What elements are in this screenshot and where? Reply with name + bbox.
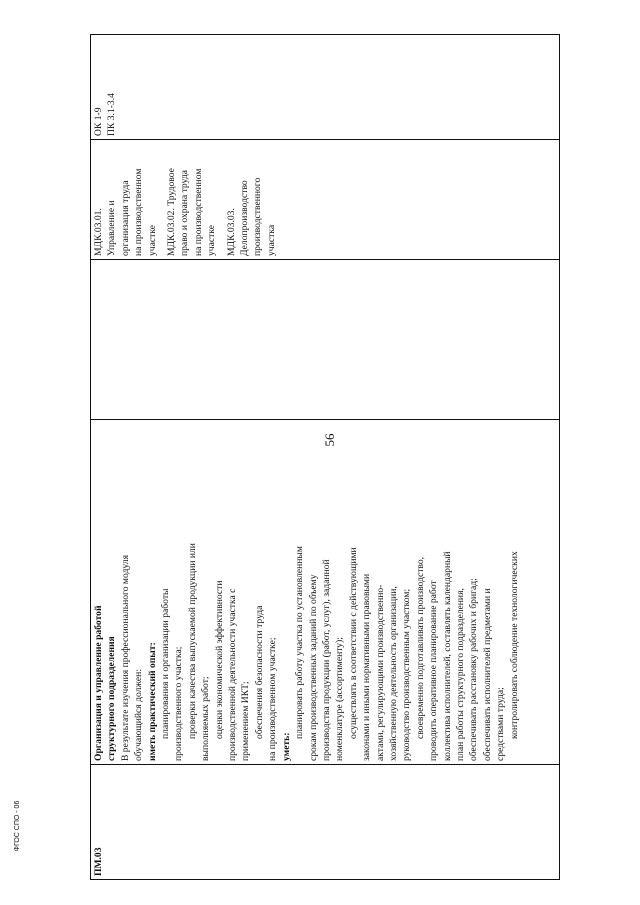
practice-line: проверки качества выпускаемой продукции или [186, 543, 198, 739]
practice-line: производственной деятельности участка с [227, 588, 239, 761]
skills-line: план работы структурного подразделения, [454, 588, 466, 761]
module-content-cell [91, 420, 560, 765]
skills-line: контролировать соблюдение технологических [508, 551, 520, 739]
practice-line: применением ИКТ; [240, 681, 252, 761]
skills-line: законами и иными нормативными правовыми [361, 573, 373, 761]
practice-line: обеспечения безопасности труда [253, 605, 265, 739]
skills-line: средствами труда; [495, 687, 507, 761]
mdk-line: Делопроизводство [239, 180, 251, 256]
skills-line: обеспечивать расстановку рабочих и бригад; [468, 578, 480, 761]
mdk-line: право и охрана труда [179, 170, 191, 256]
table-row [91, 35, 560, 880]
mdk-line: на производственном [133, 168, 145, 256]
skills-line: срокам производственных заданий по объему [307, 574, 319, 761]
practice-line: выполняемых работ; [200, 676, 212, 761]
footer-mark: ФГОС СПО - 06 [14, 800, 21, 852]
skills-line: коллектива исполнителей, составлять календарный [441, 551, 453, 761]
skills-line: актами, регулирующими производственно- [374, 584, 386, 761]
intro-line: обучающийся должен: [133, 669, 145, 761]
practice-heading: иметь практический опыт: [146, 642, 158, 761]
mdk-line: МДК.03.01. [93, 208, 104, 256]
skills-line: планировать работу участка по установленным [294, 546, 306, 739]
skills-line: номенклатуре (ассортименту); [334, 637, 346, 761]
mdk-line: МДК.03.02. Трудовое [166, 168, 178, 256]
hours-cell [91, 260, 560, 420]
practice-line: производственного участка; [173, 646, 185, 761]
practice-line: на производственном участке; [267, 637, 279, 761]
mdk-line: производственного [252, 177, 264, 256]
module-title-line: Организация и управление работой [93, 605, 104, 761]
mdk-line: участка [265, 224, 277, 256]
skills-line: обеспечивать исполнителей предметами и [481, 588, 493, 761]
mdk-line: Управление и [106, 200, 118, 256]
skills-line: руководство производственным участком; [401, 588, 413, 761]
mdk-line: участке [146, 224, 158, 256]
skills-line: производства продукции (работ, услуг), заданной [320, 559, 332, 761]
skills-line: проводить оперативное планирование работ [428, 580, 440, 761]
mdk-line: на производственном [192, 168, 204, 256]
intro-line: В результате изучения профессионального модуля [119, 555, 131, 761]
skills-line: хозяйственную деятельность организации, [387, 586, 399, 761]
competencies-cell [91, 35, 560, 140]
skills-line: своевременно подготавливать производство, [414, 556, 426, 739]
skills-heading: уметь: [280, 732, 292, 761]
page-number: 56 [322, 433, 337, 447]
curriculum-table [90, 34, 560, 880]
practice-line: оценки экономической эффективности [213, 580, 225, 739]
module-title-line: структурного подразделения [106, 636, 118, 761]
mdk-line: участке [206, 224, 218, 256]
mdk-line: МДК.03.03. [225, 208, 237, 256]
competency-line: ПК 3.1-3.4 [106, 93, 118, 136]
mdk-cell [91, 140, 560, 260]
practice-line: планирования и организации работы [160, 588, 172, 739]
rotated-page-content [90, 35, 560, 880]
mdk-line: организация труда [119, 180, 131, 256]
skills-line: осуществлять в соответствии с действующими [347, 547, 359, 739]
module-code: ПМ.03 [93, 847, 104, 876]
competency-line: ОК 1-9 [93, 107, 104, 136]
module-code-cell [91, 765, 560, 880]
